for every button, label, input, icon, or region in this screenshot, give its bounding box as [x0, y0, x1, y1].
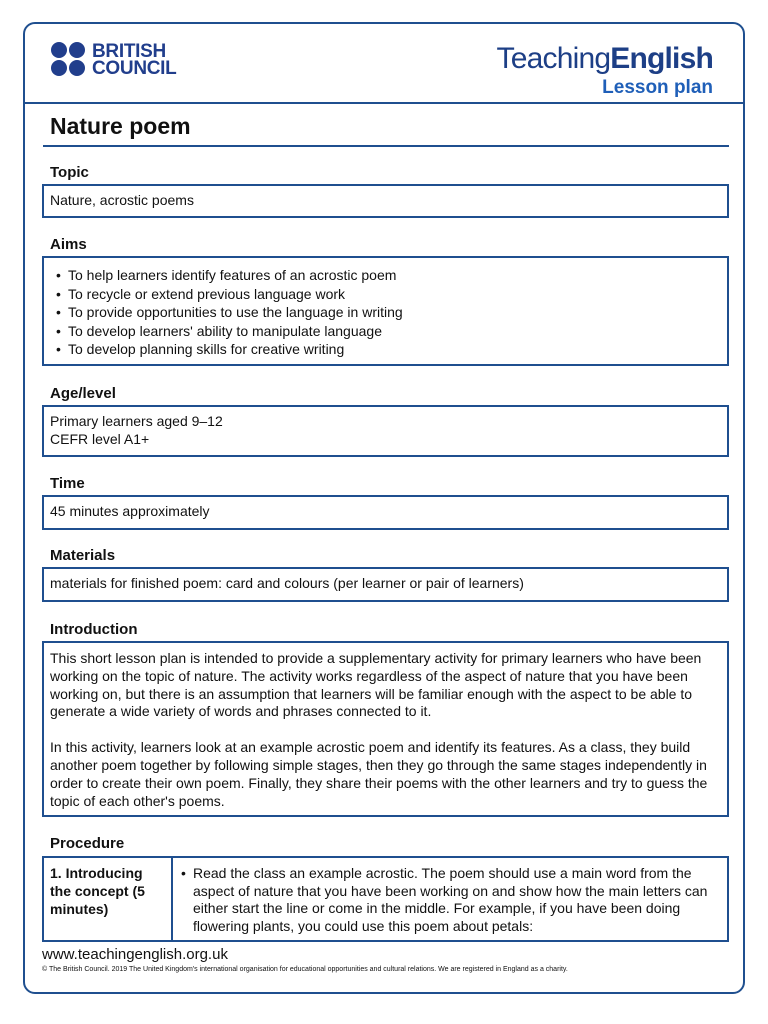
aims-list: [50, 266, 721, 359]
time-heading: Time: [50, 475, 85, 492]
teaching-english-logo: [497, 42, 713, 100]
page-header: [25, 24, 743, 104]
british-council-line1: BRITISH: [92, 40, 166, 62]
aims-item: • To develop planning skills for creative writing: [50, 340, 721, 359]
procedure-bullet: • Read the class an example acrostic. The poem should use a main word from the aspect of nature that you have been working on and show how the main letters can either start the line or come in the middle. For example, if you have been doing flowering plants, you could use this poem about petals:: [181, 865, 719, 935]
aims-box: [42, 256, 729, 366]
materials-box: [42, 567, 729, 602]
aims-item: • To develop learners' ability to manipulate language: [50, 322, 721, 341]
aims-item: • To provide opportunities to use the language in writing: [50, 303, 721, 322]
teaching-english-bold: English: [610, 42, 713, 75]
footer-copyright: © The British Council. 2019 The United Kingdom's international organisation for educational opportunities and cultural relations. We are registered in England as a charity.: [42, 966, 568, 973]
footer-url[interactable]: www.teachingenglish.org.uk: [42, 946, 228, 963]
british-council-line2: COUNCIL: [92, 57, 177, 79]
introduction-heading: Introduction: [50, 621, 138, 638]
procedure-table: [42, 856, 729, 942]
age-level-line2: CEFR level A1+: [50, 431, 150, 447]
time-box: [42, 495, 729, 530]
time-text: 45 minutes approximately: [50, 503, 210, 519]
procedure-stage-cell: 1. Introducing the concept (5 minutes): [44, 858, 173, 940]
age-level-line1: Primary learners aged 9–12: [50, 413, 223, 429]
teaching-english-light: Teaching: [496, 42, 611, 75]
age-level-heading: Age/level: [50, 385, 116, 402]
aims-heading: Aims: [50, 236, 87, 253]
materials-text: materials for finished poem: card and colours (per learner or pair of learners): [50, 575, 524, 591]
british-council-dots-icon: [51, 42, 86, 77]
introduction-paragraph-1: This short lesson plan is intended to provide a supplementary activity for primary learners who have been working on the topic of nature. The activity works regardless of the aspect of nature that you have been working on, but there is an assumption that learners will be familiar enough with the aspect to be able to generate a wide variety of words and phrases connected to it.: [50, 650, 702, 720]
age-level-box: [42, 405, 729, 457]
aims-item: • To recycle or extend previous language work: [50, 285, 721, 304]
topic-heading: Topic: [50, 164, 89, 181]
procedure-content-cell: [173, 858, 727, 940]
introduction-box: [42, 641, 729, 817]
page-title: Nature poem: [50, 113, 191, 139]
british-council-logo: [51, 42, 176, 77]
title-divider: [43, 145, 729, 147]
procedure-heading: Procedure: [50, 835, 125, 852]
introduction-paragraph-2: In this activity, learners look at an example acrostic poem and identify its features. As a class, they build another poem together by following simple stages, then they go through the same stages independently in order to create their own poem. Finally, they share their poems with the other learners and try to guess the topic of each other's poems.: [50, 739, 708, 809]
topic-box: [42, 184, 729, 218]
topic-text: Nature, acrostic poems: [50, 192, 194, 208]
lesson-plan-label: Lesson plan: [602, 77, 713, 98]
aims-item: • To help learners identify features of an acrostic poem: [50, 266, 721, 285]
materials-heading: Materials: [50, 547, 116, 564]
